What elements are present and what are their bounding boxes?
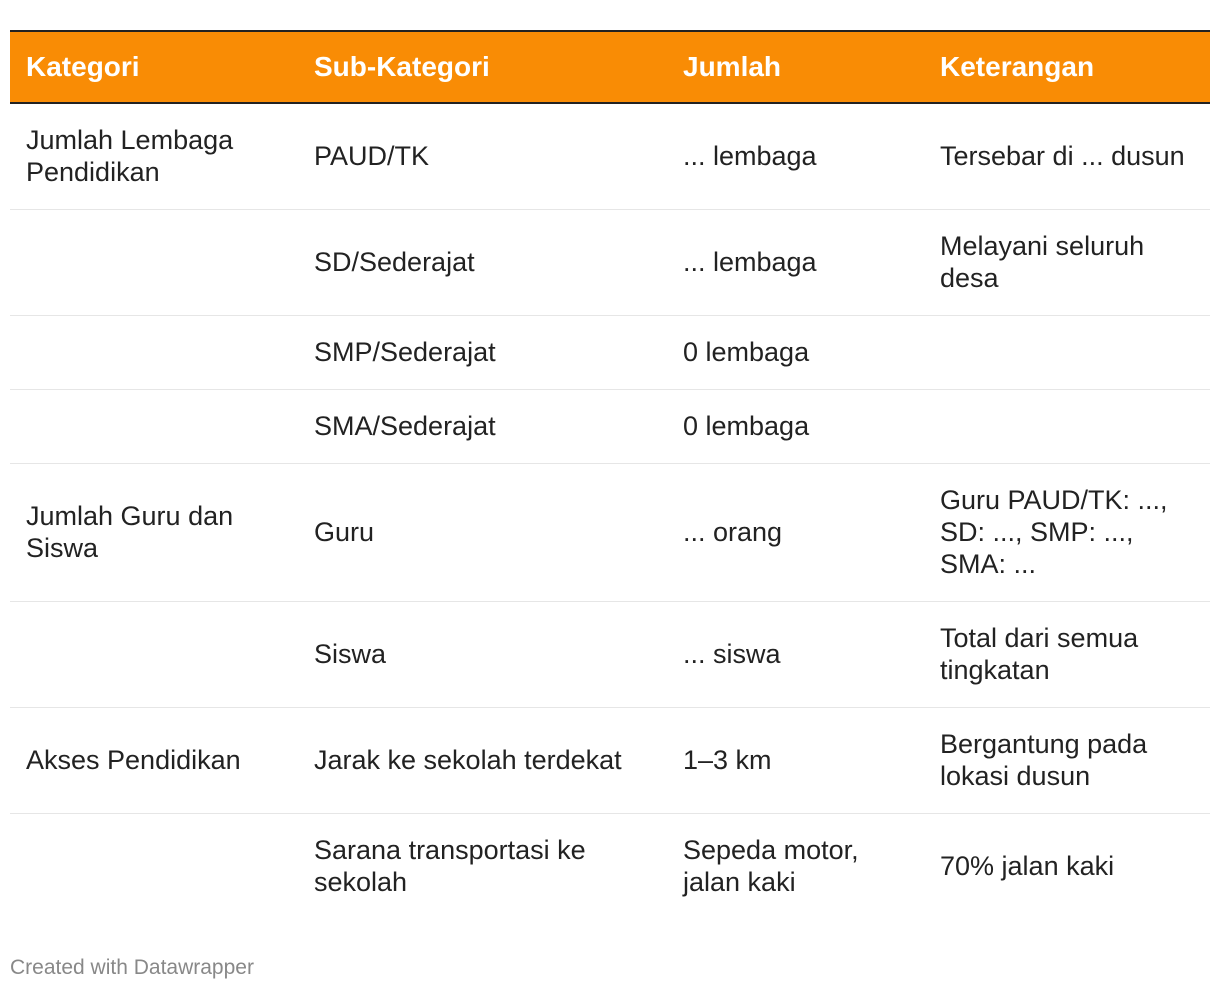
table-row — [10, 315, 1210, 389]
cell-jumlah: ... lembaga — [667, 209, 924, 315]
cell-jumlah: 0 lembaga — [667, 315, 924, 389]
header-row — [10, 31, 1210, 103]
cell-kategori — [10, 209, 298, 315]
cell-jumlah: 0 lembaga — [667, 389, 924, 463]
table-row — [10, 463, 1210, 601]
header-keterangan: Keterangan — [924, 31, 1210, 103]
table-row — [10, 389, 1210, 463]
cell-sub-kategori: Sarana transportasi ke sekolah — [314, 835, 586, 898]
education-table — [10, 30, 1210, 919]
cell-jumlah: 1–3 km — [667, 707, 924, 813]
cell-sub-kategori: Jarak ke sekolah terdekat — [298, 707, 667, 813]
cell-sub-kategori: SD/Sederajat — [298, 209, 667, 315]
cell-keterangan: Bergantung pada lokasi dusun — [924, 707, 1210, 813]
cell-kategori — [10, 601, 298, 707]
cell-keterangan: Melayani seluruh desa — [924, 209, 1210, 315]
cell-kategori — [10, 315, 298, 389]
data-table-container — [10, 30, 1210, 919]
table-row — [10, 103, 1210, 209]
cell-sub-kategori: SMA/Sederajat — [298, 389, 667, 463]
cell-jumlah: Sepeda motor, jalan kaki — [683, 835, 859, 898]
cell-kategori: Jumlah Lembaga Pendidikan — [10, 103, 298, 209]
cell-sub-kategori: SMP/Sederajat — [298, 315, 667, 389]
cell-jumlah: ... lembaga — [667, 103, 924, 209]
cell-kategori — [10, 813, 298, 919]
table-row — [10, 707, 1210, 813]
datawrapper-credit: Created with Datawrapper — [10, 956, 254, 979]
table-header — [10, 31, 1210, 103]
cell-sub-kategori: PAUD/TK — [298, 103, 667, 209]
cell-keterangan: Tersebar di ... dusun — [924, 103, 1210, 209]
cell-keterangan: 70% jalan kaki — [940, 851, 1115, 882]
header-sub-kategori: Sub-Kategori — [298, 31, 667, 103]
table-body — [10, 103, 1210, 919]
cell-jumlah: ... siswa — [667, 601, 924, 707]
table-row — [10, 209, 1210, 315]
cell-kategori — [10, 389, 298, 463]
cell-jumlah: ... orang — [667, 463, 924, 601]
cell-keterangan: Guru PAUD/TK: ..., SD: ..., SMP: ..., SMA: ... — [924, 463, 1210, 601]
header-jumlah: Jumlah — [667, 31, 924, 103]
table-row — [10, 813, 1210, 919]
cell-keterangan — [924, 389, 1210, 463]
cell-sub-kategori: Siswa — [298, 601, 667, 707]
cell-kategori: Jumlah Guru dan Siswa — [10, 463, 298, 601]
cell-keterangan: Total dari semua tingkatan — [924, 601, 1210, 707]
header-kategori: Kategori — [10, 31, 298, 103]
cell-keterangan — [924, 315, 1210, 389]
table-row — [10, 601, 1210, 707]
cell-kategori: Akses Pendidikan — [10, 707, 298, 813]
cell-sub-kategori: Guru — [298, 463, 667, 601]
